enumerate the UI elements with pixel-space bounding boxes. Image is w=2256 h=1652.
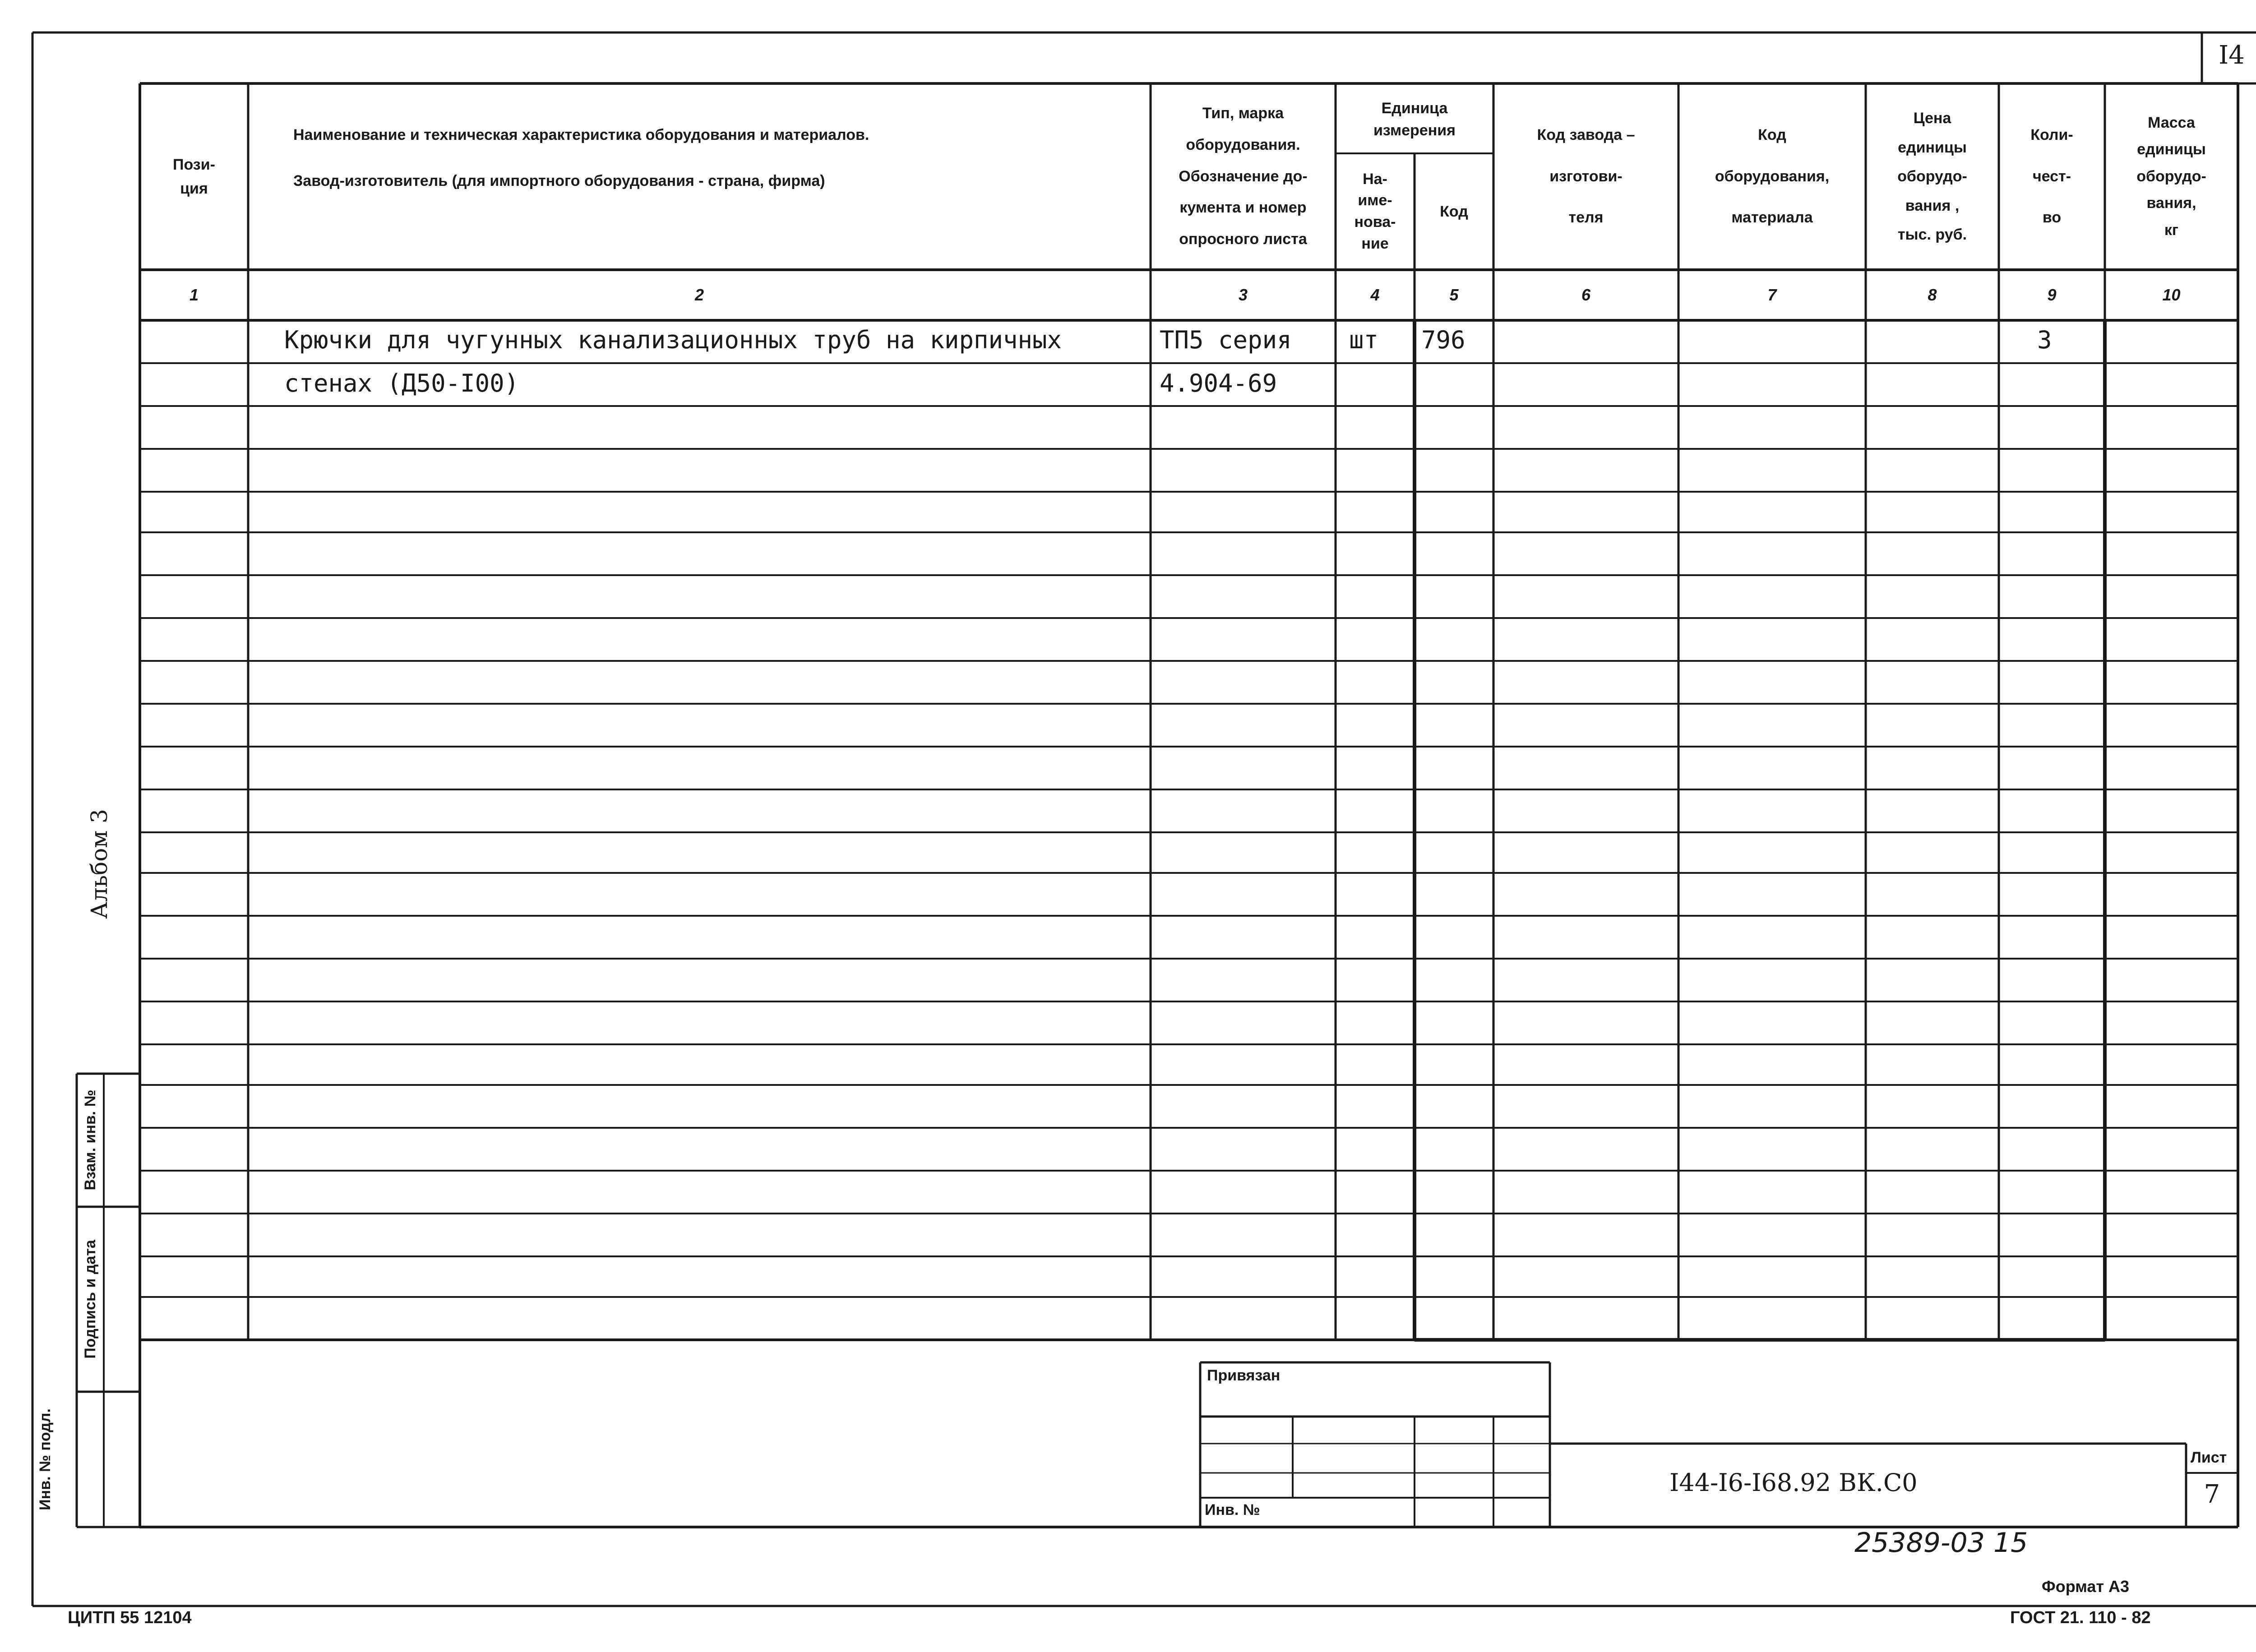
item-quantity: 3 [2037,326,2052,354]
item-type: 4.904-69 [1160,369,1277,397]
column-number: 9 [2047,286,2057,304]
item-unit-code: 796 [1421,326,1465,354]
column-number: 8 [1928,286,1937,304]
replace-inventory-label: Взам. инв. № [82,1089,99,1191]
header-type: Тип, марка оборудования. Обозначение до- кумента и номер опросного листа [1179,105,1308,248]
column-number: 6 [1581,286,1591,304]
column-number: 1 [189,286,199,304]
header-quantity: Коли- чест- во [2030,126,2073,226]
inventory-number-label: Инв. № [1205,1501,1260,1518]
list-label: Лист [2191,1449,2227,1466]
header-factory-code: Код завода – изготови- теля [1537,126,1635,226]
header-position: Пози- ция [173,156,215,197]
header-equipment-code: Код оборудования, материала [1715,126,1830,226]
document-designation: I44-I6-I68.92 ВК.С0 [1669,1468,1918,1497]
item-name: стенах (Д50-I00) [284,369,519,397]
list-number: 7 [2204,1480,2220,1509]
header-unit: Единица измерения [1373,99,1456,139]
item-type: ТП5 серия [1160,326,1292,354]
item-name: Крючки для чугунных канализационных труб на кирпичных [284,326,1062,354]
column-number: 5 [1449,286,1459,304]
column-number: 4 [1370,286,1380,304]
original-inventory-label: Инв. № подл. [37,1408,54,1510]
column-number: 3 [1238,286,1248,304]
footer-gost: ГОСТ 21. 110 - 82 [2010,1608,2151,1627]
privyazan-label: Привязан [1207,1367,1281,1384]
header-name: Наименование и техническая характеристика оборудования и материалов. Завод-изготовитель (для импортного оборудования - страна, фирма) [293,126,869,189]
album-label: Альбом 3 [86,809,112,919]
footer-tsitp: ЦИТП 55 12104 [68,1608,192,1627]
archive-number: 25389-03 15 [1854,1527,2028,1559]
footer-format: Формат А3 [2042,1577,2130,1596]
header-unit-code: Код [1440,203,1468,220]
header-unit-mass: Масса единицы оборудо- вания, кг [2136,114,2206,239]
sheet-number: I4 [2219,41,2245,70]
signature-date-label: Подпись и дата [82,1240,99,1359]
column-number: 7 [1767,286,1777,304]
column-number: 2 [694,286,704,304]
column-number: 10 [2162,286,2181,304]
item-unit: шт [1349,326,1379,354]
header-unit-name: На- име- нова- ние [1354,170,1396,252]
header-unit-price: Цена единицы оборудо- вания , тыс. руб. [1897,110,1967,244]
